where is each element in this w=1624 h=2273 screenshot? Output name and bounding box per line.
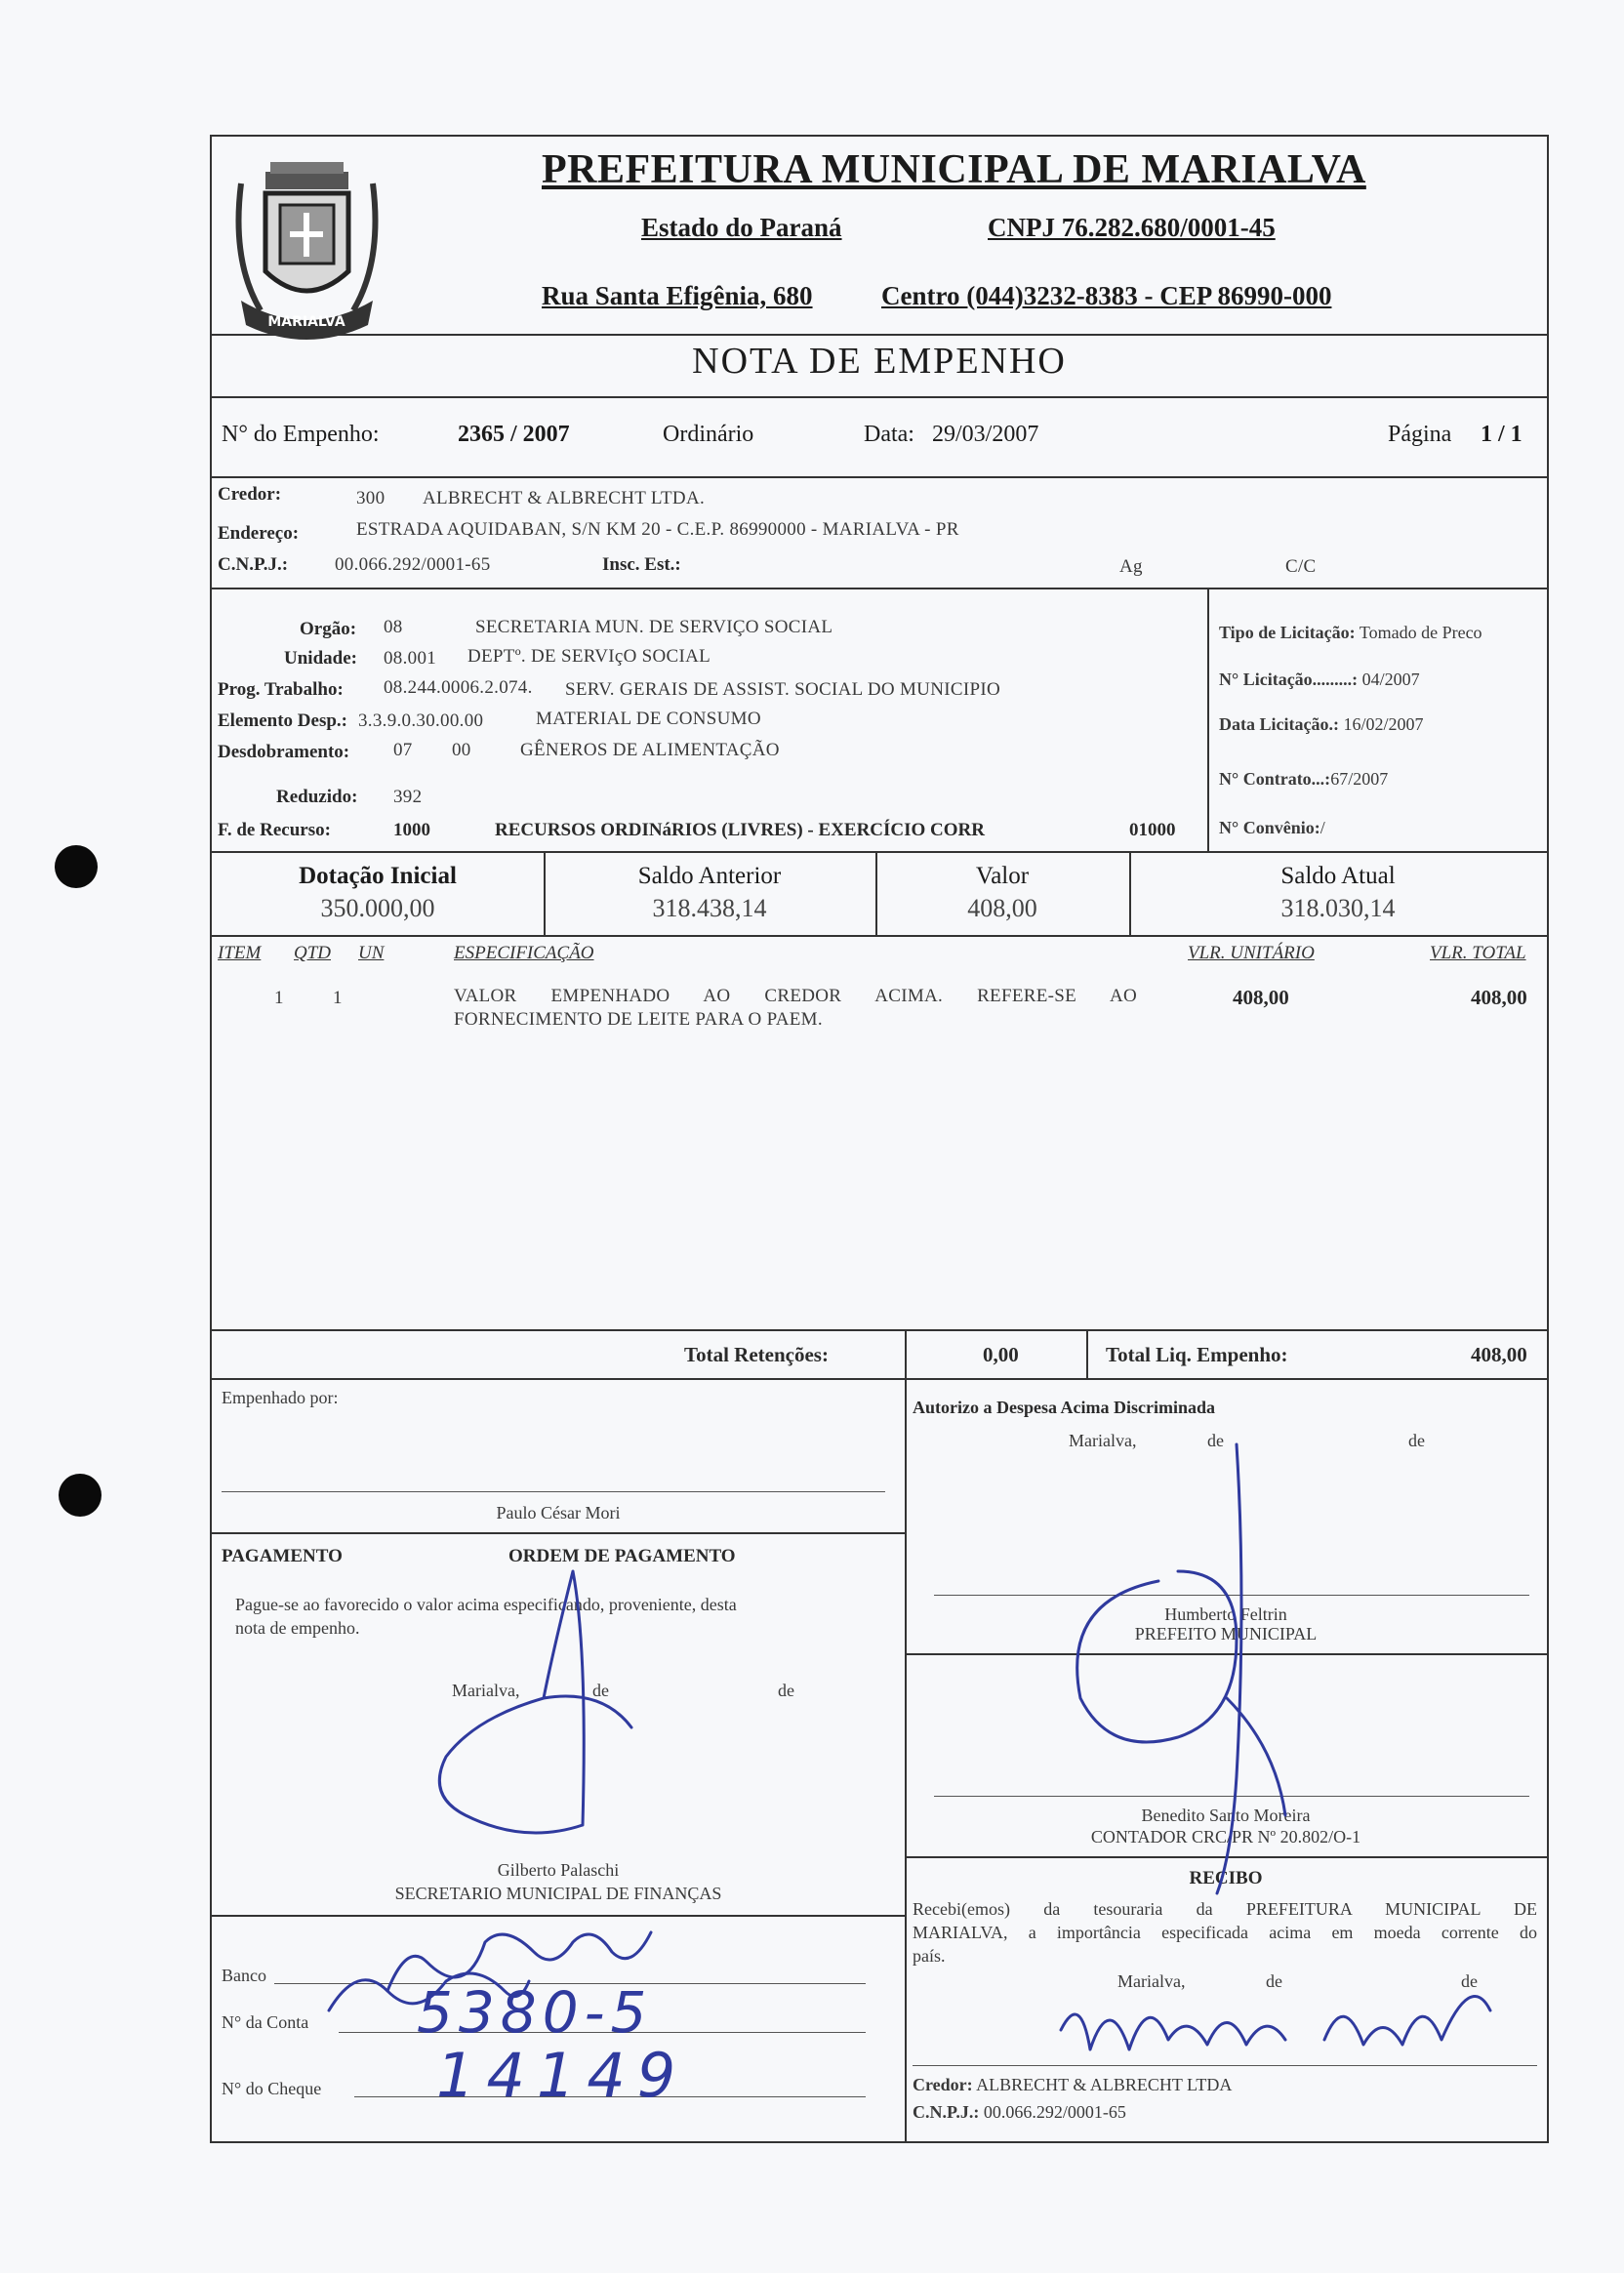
saldo-anterior-label: Saldo Anterior [637,863,782,889]
agencia-label: Ag [1119,556,1143,577]
credor-address: ESTRADA AQUIDABAN, S/N KM 20 - C.E.P. 86990000 - MARIALVA - PR [356,519,959,540]
recibo-cnpj-value: 00.066.292/0001-65 [983,2102,1126,2122]
divider [212,588,1547,589]
data-licitacao [1219,714,1423,735]
empenho-form [210,135,1549,2143]
empenho-number: 2365 / 2007 [458,422,570,447]
doc-title: NOTA DE EMPENHO [692,341,1067,382]
credor-cnpj: 00.066.292/0001-65 [335,554,491,575]
unidade-code: 08.001 [384,648,437,669]
pagamento-de-1: de [592,1681,609,1700]
handwritten-check-number: 14149 [436,2040,688,2111]
recibo-label: RECIBO [1189,1868,1263,1888]
contact-header: Centro (044)3232-8383 - CEP 86990-000 [881,281,1332,310]
valor-value: 408,00 [967,894,1037,922]
signature-line [222,1491,885,1492]
divider [212,935,1547,937]
prefeitura-title: PREFEITURA MUNICIPAL DE MARIALVA [542,147,1366,192]
unidade-label: Unidade: [284,648,357,669]
elemento-name: MATERIAL DE CONSUMO [536,709,761,729]
credor-name: ALBRECHT & ALBRECHT LTDA. [423,488,706,508]
state-name: Estado do Paraná [641,213,842,242]
prefeito-signature [1022,1405,1432,1913]
endereco-label: Endereço: [218,523,300,544]
divider [212,851,1547,853]
total-liq-label: Total Liq. Empenho: [1106,1343,1288,1366]
total-retencoes-value: 0,00 [983,1343,1019,1366]
licitacao-number-value: 04/2007 [1361,670,1420,689]
divider [212,476,1547,478]
contador-name: Benedito Santo Moreira [1141,1806,1311,1825]
item-description-line-1: VALOR EMPENHADO AO CREDOR ACIMA. REFERE-SE AO [454,986,1137,1006]
col-un: UN [358,943,385,963]
data-licitacao-value: 16/02/2007 [1343,714,1424,734]
desdobramento-code-1: 07 [393,740,413,760]
empenhado-label: Empenhado por: [222,1388,339,1407]
total-retencoes-label: Total Retenções: [684,1343,829,1366]
reduzido-value: 392 [393,787,423,807]
empenhado-name: Paulo César Mori [496,1503,621,1522]
recibo-cnpj-label: C.N.P.J.: [913,2102,980,2122]
contador-role: CONTADOR CRC/PR Nº 20.802/O-1 [1090,1827,1361,1847]
recurso-code-2: 01000 [1129,820,1176,840]
desdobramento-name: GÊNEROS DE ALIMENTAÇÃO [520,740,780,760]
pagamento-de-2: de [778,1681,794,1700]
divider [212,396,1547,398]
dotacao-inicial-label: Dotação Inicial [299,863,457,889]
data-licitacao-label: Data Licitação.: [1219,714,1339,734]
item-total-value: 408,00 [1471,986,1527,1009]
punch-hole [55,845,98,888]
convenio-value: / [1320,818,1325,837]
credor-label: Credor: [218,484,282,505]
desdobramento-label: Desdobramento: [218,742,350,762]
col-vlr-total: VLR. TOTAL [1430,943,1526,963]
recurso-code: 1000 [393,820,430,840]
prefeito-name: Humberto Feltrin [1164,1604,1287,1624]
autorizo-de-2: de [1408,1431,1425,1450]
recibo-text-3: país. [913,1946,946,1966]
empenho-type: Ordinário [663,422,754,447]
recibo-cnpj [913,2102,1126,2123]
credor-code: 300 [356,488,386,508]
svg-text:MARIALVA: MARIALVA [267,314,345,330]
recurso-name: RECURSOS ORDINáRIOS (LIVRES) - EXERCÍCIO CORR [495,820,985,840]
prefeito-role: PREFEITO MUNICIPAL [1134,1624,1318,1644]
divider [212,1329,1547,1331]
contrato [1219,769,1388,790]
page-label: Página [1388,422,1452,447]
insc-est-label: Insc. Est.: [602,554,681,575]
secretario-signature [309,1532,914,2001]
empenho-date-label: Data: [864,422,914,447]
total-liq-value: 408,00 [1471,1343,1527,1366]
saldo-atual-label: Saldo Atual [1280,863,1396,889]
licitacao-number-label: N° Licitação.........: [1219,670,1359,689]
elemento-code: 3.3.9.0.30.00.00 [358,710,484,731]
recibo-de-2: de [1461,1971,1478,1991]
prog-trabalho-label: Prog. Trabalho: [218,679,344,700]
tipo-licitacao-label: Tipo de Licitação: [1219,623,1356,642]
contrato-value: 67/2007 [1330,769,1389,789]
prog-trabalho-name: SERV. GERAIS DE ASSIST. SOCIAL DO MUNICIPIO [565,679,1000,700]
convenio-label: N° Convênio: [1219,818,1320,837]
reduzido-label: Reduzido: [276,787,358,807]
conta-label: N° da Conta [222,2012,309,2032]
saldo-anterior-value: 318.438,14 [652,894,767,922]
cnpj-header: CNPJ 76.282.680/0001-45 [988,213,1276,242]
prog-trabalho-code: 08.244.0006.2.074. [384,677,533,698]
item-number: 1 [274,988,284,1008]
elemento-label: Elemento Desp.: [218,710,347,731]
divider [1086,1329,1088,1378]
recibo-text-1: Recebi(emos) da tesouraria da PREFEITURA MUNICIPAL DE [913,1899,1537,1919]
col-item: ITEM [218,943,262,963]
orgao-label: Orgão: [300,619,357,639]
ordem-pagamento-label: ORDEM DE PAGAMENTO [508,1546,736,1566]
item-qtd: 1 [333,988,343,1008]
tipo-licitacao-value: Tomado de Preco [1359,623,1482,642]
orgao-code: 08 [384,617,403,637]
pagamento-text-2: nota de empenho. [235,1618,360,1638]
coat-of-arms-seal [222,144,392,340]
pagamento-place: Marialva, [452,1681,520,1700]
divider [905,1329,907,1378]
divider [212,1378,1547,1380]
licitacao-number [1219,670,1420,690]
banco-signature [319,1952,534,2020]
banco-label: Banco [222,1966,266,1985]
cnpj-label: C.N.P.J.: [218,554,289,575]
saldo-atual-value: 318.030,14 [1280,894,1396,922]
address-header: Rua Santa Efigênia, 680 [542,281,813,310]
page-number: 1 / 1 [1481,422,1522,447]
item-unit-value: 408,00 [1233,986,1289,1009]
pagamento-text-1: Pague-se ao favorecido o valor acima especificando, proveniente, desta [235,1595,737,1614]
recibo-credor-label: Credor: [913,2075,973,2094]
tipo-licitacao [1219,623,1482,643]
pagamento-label: PAGAMENTO [222,1546,343,1566]
orgao-name: SECRETARIA MUN. DE SERVIÇO SOCIAL [475,617,833,637]
empenho-date: 29/03/2007 [932,422,1039,447]
recibo-credor-value: ALBRECHT & ALBRECHT LTDA [976,2075,1233,2094]
unidade-name: DEPTº. DE SERVIçO SOCIAL [467,646,711,667]
col-especificacao: ESPECIFICAÇÃO [454,943,594,963]
credor-signature [1041,1952,1510,2079]
desdobramento-code-2: 00 [452,740,471,760]
valor-label: Valor [975,863,1030,889]
col-vlr-unitario: VLR. UNITÁRIO [1188,943,1315,963]
autorizo-label: Autorizo a Despesa Acima Discriminada [913,1398,1215,1417]
autorizo-de-1: de [1207,1431,1224,1450]
contrato-label: N° Contrato...: [1219,769,1331,789]
punch-hole [59,1474,102,1517]
item-description-line-2: FORNECIMENTO DE LEITE PARA O PAEM. [454,1009,823,1030]
dotacao-inicial-value: 350.000,00 [320,894,435,922]
autorizo-place: Marialva, [1069,1431,1137,1450]
empenho-number-label: N° do Empenho: [222,422,380,447]
conta-corrente-label: C/C [1285,556,1317,577]
col-qtd: QTD [294,943,332,963]
secretario-name: Gilberto Palaschi [497,1860,620,1880]
recurso-label: F. de Recurso: [218,820,331,840]
recibo-de-1: de [1266,1971,1282,1991]
handwritten-account-number: 5380-5 [417,1979,653,2046]
convenio [1219,818,1325,838]
divider [1207,588,1209,851]
recibo-place: Marialva, [1117,1971,1186,1991]
cheque-label: N° do Cheque [222,2079,322,2098]
recibo-text-2: MARIALVA, a importância especificada acima em moeda corrente do [913,1923,1537,1942]
secretario-role: SECRETARIO MUNICIPAL DE FINANÇAS [394,1884,722,1903]
divider [212,334,1547,336]
